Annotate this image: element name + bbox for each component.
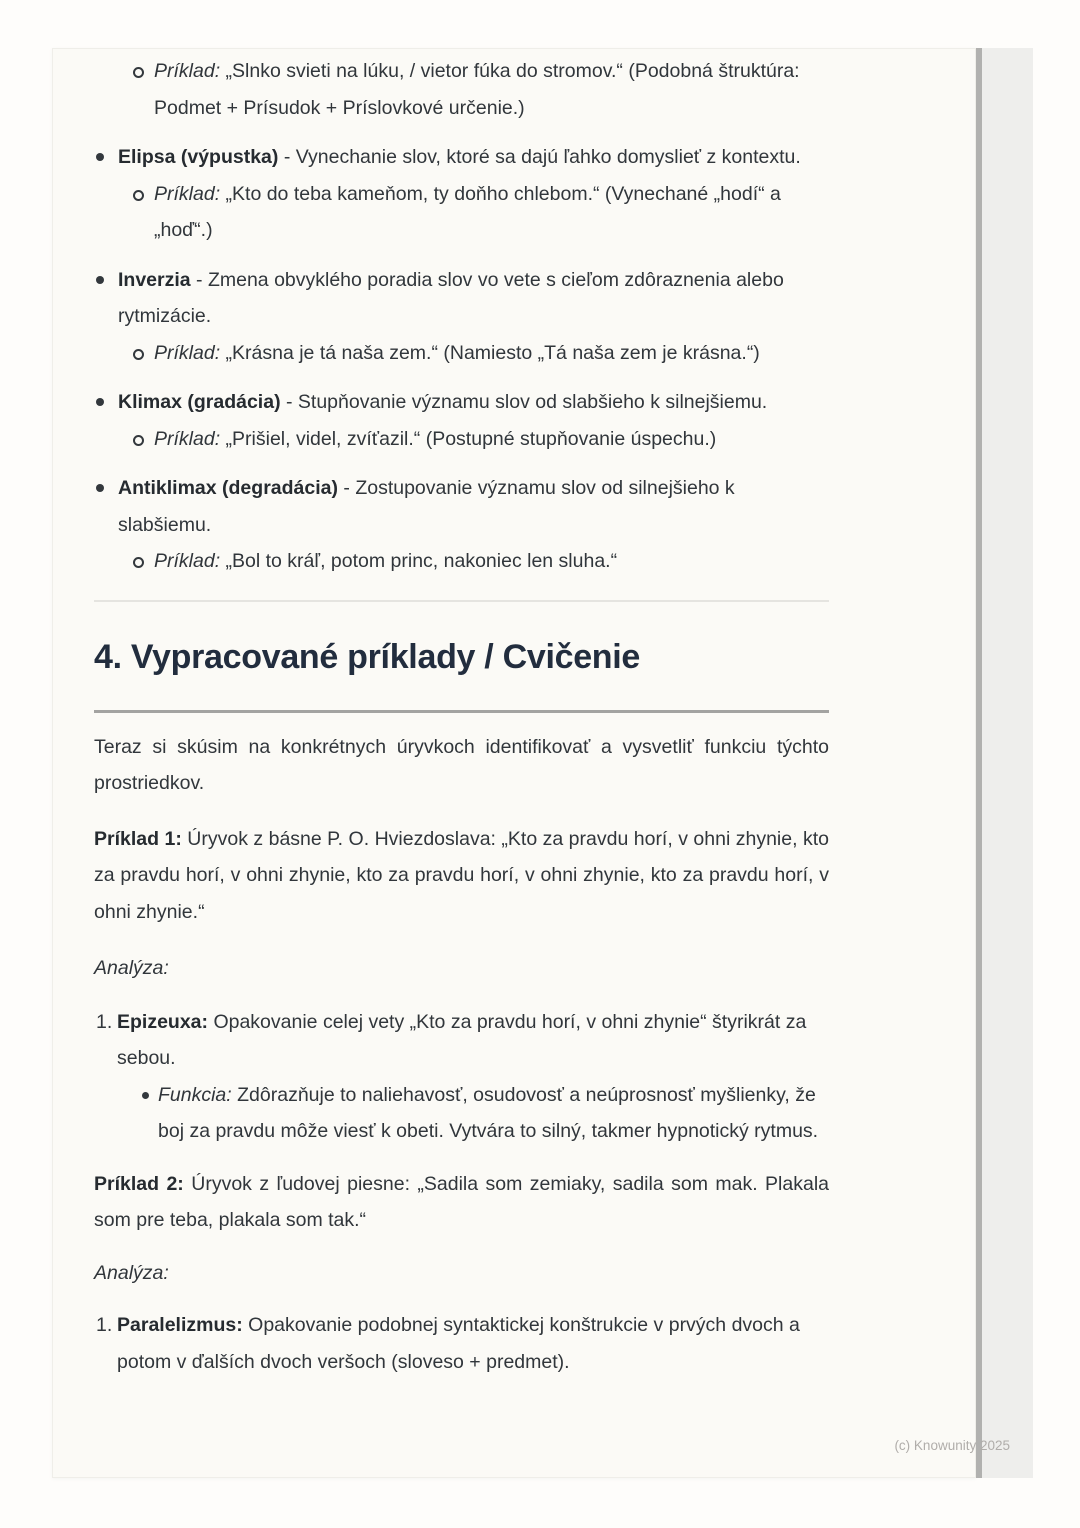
- analysis-term: Paralelizmus:: [117, 1314, 243, 1336]
- example-text: „Bol to kráľ, potom princ, nakoniec len sluha.“: [225, 550, 618, 572]
- term-label: Klimax (gradácia): [118, 391, 281, 413]
- page-content: [94, 53, 829, 1380]
- example-prefix: Príklad:: [154, 60, 221, 82]
- analysis-text: Opakovanie podobnej syntaktickej konštrukcie v prvých dvoch a potom v ďalších dvoch veršoch (sloveso + predmet).: [117, 1314, 800, 1373]
- section-divider: [94, 600, 829, 602]
- function-text: Zdôrazňuje to naliehavosť, osudovosť a neúprosnosť myšlienky, že boj za pravdu môže viesť k obeti. Vytvára to silný, takmer hypnotický rytmus.: [158, 1083, 819, 1142]
- bullet-icon: [96, 398, 104, 406]
- analysis-text: Opakovanie celej vety „Kto za pravdu horí, v ohni zhynie“ štyrikrát za sebou.: [117, 1010, 807, 1069]
- term-label: Inverzia: [118, 268, 191, 291]
- circle-bullet-icon: [133, 349, 144, 360]
- example-text: „Slnko svieti na lúku, / vietor fúka do stromov.“ (Podobná štruktúra: Podmet + Prísudok + Príslovkové určenie.): [154, 60, 800, 119]
- section-heading: 4. Vypracované príklady / Cvičenie: [94, 637, 641, 676]
- example-text: „Krásna je tá naša zem.“ (Namiesto „Tá naša zem je krásna.“): [225, 341, 760, 364]
- list-item-example: [118, 176, 829, 249]
- example-prefix: Príklad:: [154, 550, 221, 572]
- bullet-icon: [142, 1092, 149, 1099]
- term-desc: - Zmena obvyklého poradia slov vo vete s cieľom zdôraznenia alebo rytmizácie.: [118, 268, 784, 327]
- term-desc: - Vynechanie slov, ktoré sa dajú ľahko domyslieť z kontextu.: [283, 146, 801, 168]
- document-page: [52, 48, 976, 1478]
- example-prefix: Príklad:: [154, 427, 221, 450]
- circle-bullet-icon: [133, 557, 144, 568]
- term-desc: - Stupňovanie významu slov od slabšieho k silnejšiemu.: [285, 391, 768, 413]
- heading-underline: [94, 710, 829, 713]
- analysis-1-item: [94, 1004, 829, 1150]
- example-2-label: Príklad 2:: [94, 1172, 184, 1195]
- list-item-example: [118, 421, 829, 458]
- circle-bullet-icon: [133, 190, 144, 201]
- bullet-icon: [96, 484, 104, 492]
- term-desc: - Zostupovanie významu slov od silnejšieho k slabšiemu.: [118, 477, 735, 536]
- circle-bullet-icon: [133, 67, 144, 78]
- list-item-example-paralelizmus: [118, 53, 829, 126]
- example-2-paragraph: [94, 1166, 829, 1239]
- term-label: Elipsa (výpustka): [118, 146, 279, 168]
- list-item-example: [118, 335, 829, 372]
- scrollbar-track[interactable]: [976, 48, 1033, 1478]
- circle-bullet-icon: [133, 435, 144, 446]
- example-2-text: Úryvok z ľudovej piesne: „Sadila som zemiaky, sadila som mak. Plakala som pre teba, plakala som tak.“: [94, 1172, 830, 1231]
- example-1-paragraph: [94, 821, 829, 931]
- analysis-2-item: [94, 1307, 829, 1380]
- example-1-text: Úryvok z básne P. O. Hviezdoslava: „Kto za pravdu horí, v ohni zhynie, kto za pravdu horí, v ohni zhynie, kto za pravdu horí, v ohni zhynie, kto za pravdu horí, v ohni zhynie.“: [94, 827, 829, 923]
- section-intro: Teraz si skúsim na konkrétnych úryvkoch identifikovať a vysvetliť funkciu týchto prostriedkov.: [94, 735, 829, 794]
- watermark: (c) Knowunity 2025: [894, 1438, 1010, 1453]
- list-item-antiklimax: [94, 470, 829, 580]
- list-item-elipsa: [94, 139, 829, 249]
- term-label: Antiklimax (degradácia): [118, 477, 338, 499]
- example-prefix: Príklad:: [154, 341, 221, 364]
- analysis-term: Epizeuxa:: [117, 1010, 209, 1033]
- analysis-2-heading: Analýza:: [94, 1261, 169, 1284]
- example-1-label: Príklad 1:: [94, 827, 182, 850]
- list-item-inverzia: [94, 262, 829, 372]
- list-item-example: [118, 543, 829, 580]
- list-number: 1.: [96, 1010, 113, 1033]
- example-text: „Kto do teba kameňom, ty doňho chlebom.“ (Vynechané „hodí“ a „hoď“.): [154, 182, 781, 241]
- bullet-icon: [96, 153, 104, 161]
- example-prefix: Príklad:: [154, 182, 221, 205]
- function-note: [117, 1077, 829, 1150]
- analysis-1-heading: Analýza:: [94, 957, 169, 979]
- list-number: 1.: [96, 1314, 113, 1336]
- function-prefix: Funkcia:: [158, 1083, 232, 1106]
- bullet-icon: [96, 276, 104, 284]
- list-item-klimax: [94, 384, 829, 457]
- example-text: „Prišiel, videl, zvíťazil.“ (Postupné stupňovanie úspechu.): [225, 427, 717, 450]
